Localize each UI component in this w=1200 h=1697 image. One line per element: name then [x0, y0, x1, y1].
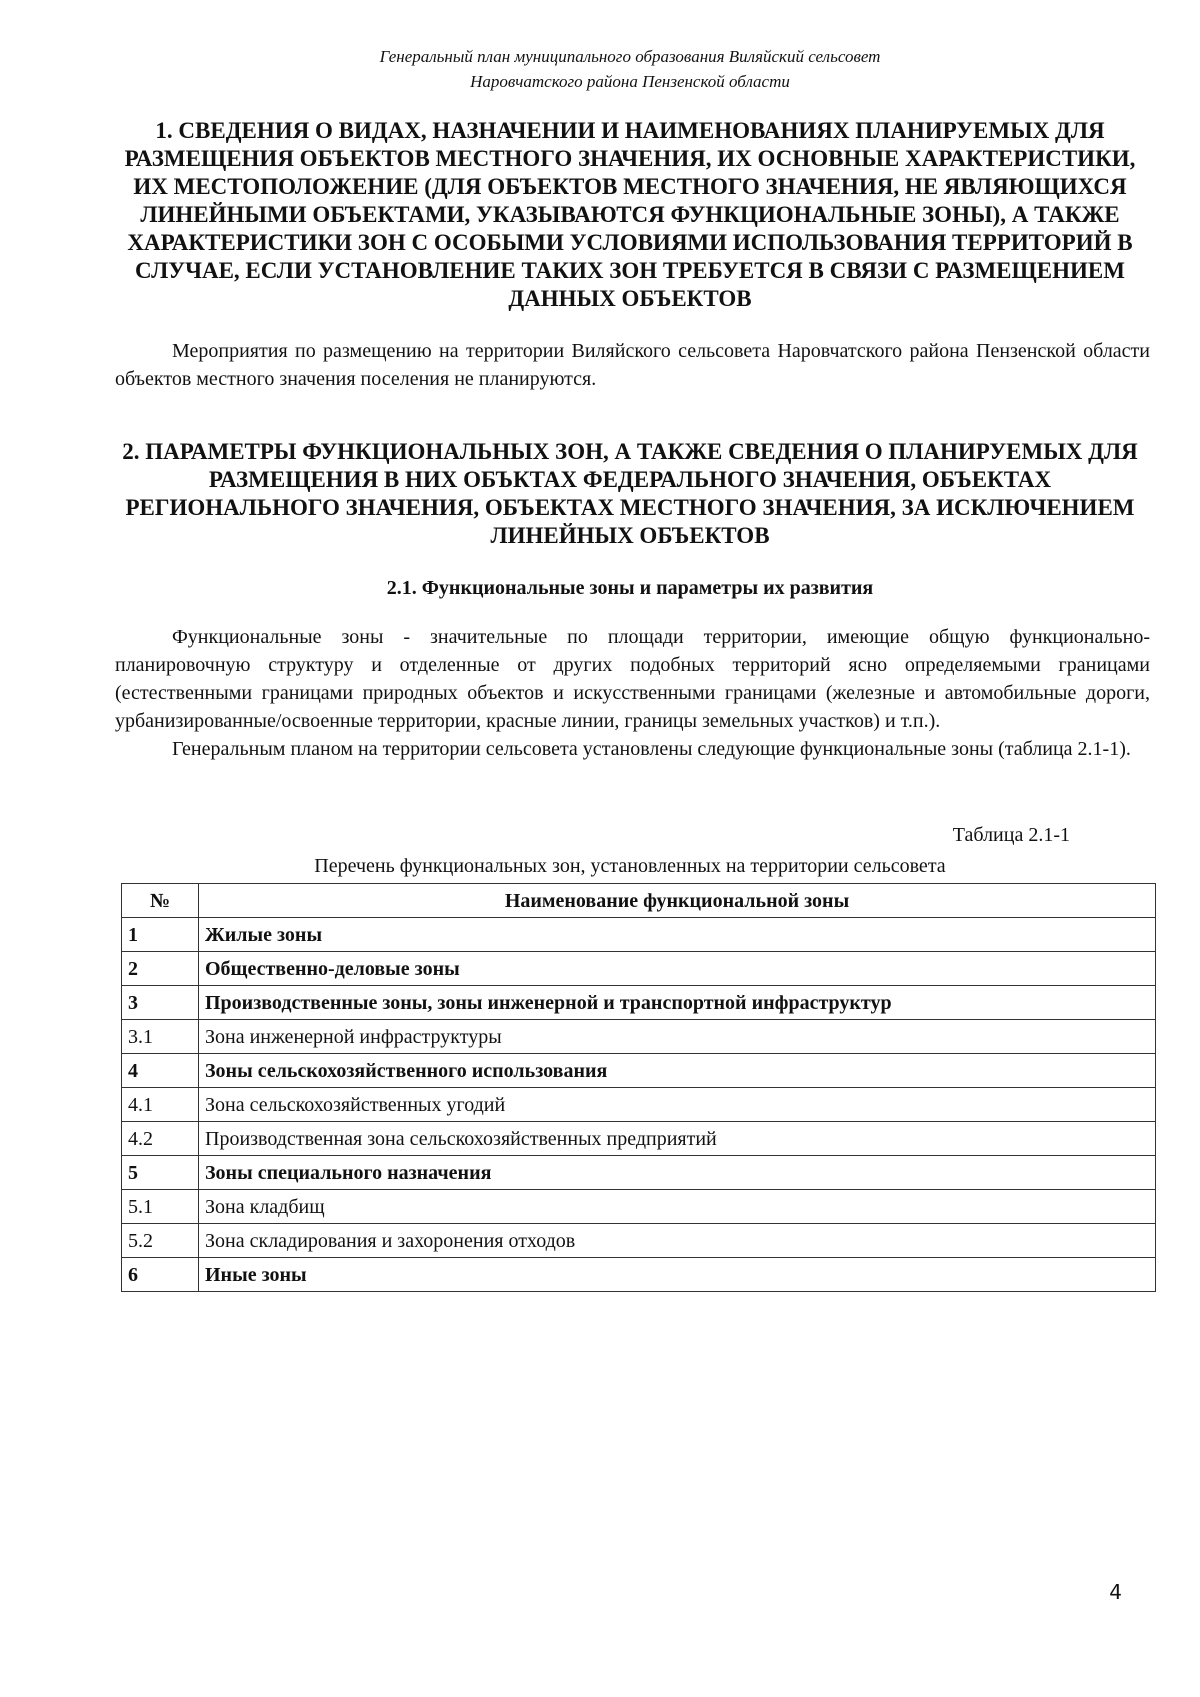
table-row — [122, 1258, 1156, 1292]
zone-name: Жилые зоны — [199, 918, 1156, 952]
zone-name: Производственные зоны, зоны инженерной и транспортной инфраструктур — [199, 986, 1156, 1020]
table-row — [122, 1190, 1156, 1224]
zones-table — [121, 883, 1156, 1292]
zone-number: 5 — [122, 1156, 199, 1190]
table-row — [122, 1020, 1156, 1054]
section1-title: 1. СВЕДЕНИЯ О ВИДАХ, НАЗНАЧЕНИИ И НАИМЕНОВАНИЯХ ПЛАНИРУЕМЫХ ДЛЯ РАЗМЕЩЕНИЯ ОБЪЕКТОВ МЕСТНОГО ЗНАЧЕНИЯ, ИХ ОСНОВНЫЕ ХАРАКТЕРИСТИКИ, ИХ МЕСТОПОЛОЖЕНИЕ (ДЛЯ ОБЪЕКТОВ МЕСТНОГО ЗНАЧЕНИЯ, НЕ ЯВЛЯЮЩИХСЯ ЛИНЕЙНЫМИ ОБЪЕКТАМИ, УКАЗЫВАЮТСЯ ФУНКЦИОНАЛЬНЫЕ ЗОНЫ), А ТАКЖЕ ХАРАКТЕРИСТИКИ ЗОН С ОСОБЫМИ УСЛОВИЯМИ ИСПОЛЬЗОВАНИЯ ТЕРРИТОРИЙ В СЛУЧАЕ, ЕСЛИ УСТАНОВЛЕНИЕ ТАКИХ ЗОН ТРЕБУЕТСЯ В СВЯЗИ С РАЗМЕЩЕНИЕМ ДАННЫХ ОБЪЕКТОВ — [124, 118, 1136, 311]
section2-paragraph2: Генеральным планом на территории сельсовета установлены следующие функциональные зоны (таблица 2.1-1). — [172, 738, 1131, 760]
zone-name: Зона складирования и захоронения отходов — [199, 1224, 1156, 1258]
section1-paragraph: Мероприятия по размещению на территории Виляйского сельсовета Наровчатского района Пензенской области объектов местного значения поселения не планируются. — [115, 340, 1150, 390]
header-num: № — [122, 884, 199, 918]
table-row — [122, 1224, 1156, 1258]
table-row — [122, 1156, 1156, 1190]
zone-number: 3 — [122, 986, 199, 1020]
page-number: 4 — [1109, 1580, 1122, 1604]
section1-body — [115, 337, 1150, 393]
zone-name: Общественно-деловые зоны — [199, 952, 1156, 986]
zone-name: Зона инженерной инфраструктуры — [199, 1020, 1156, 1054]
section2-paragraph1: Функциональные зоны - значительные по площади территории, имеющие общую функционально-планировочную структуру и отделенные от других подобных территорий ясно определяемыми границами (естественными границами природных объектов и искусственными границами (железные и автомобильные дороги, урбанизированные/освоенные территории, красные линии, границы земельных участков) и т.п.). — [115, 626, 1150, 732]
running-header-line1: Генеральный план муниципального образования Виляйский сельсовет — [379, 47, 881, 66]
zone-name: Зоны сельскохозяйственного использования — [199, 1054, 1156, 1088]
table-header-row — [122, 884, 1156, 918]
zone-name: Зона сельскохозяйственных угодий — [199, 1088, 1156, 1122]
table-row — [122, 986, 1156, 1020]
zone-number: 4 — [122, 1054, 199, 1088]
zone-number: 5.1 — [122, 1190, 199, 1224]
table-row — [122, 1088, 1156, 1122]
zone-name: Иные зоны — [199, 1258, 1156, 1292]
zone-number: 6 — [122, 1258, 199, 1292]
zone-name: Производственная зона сельскохозяйственных предприятий — [199, 1122, 1156, 1156]
table-row — [122, 918, 1156, 952]
table-body — [122, 918, 1156, 1292]
table-number: Таблица 2.1-1 — [952, 824, 1070, 846]
table-caption: Перечень функциональных зон, установленных на территории сельсовета — [314, 855, 946, 877]
zone-number: 5.2 — [122, 1224, 199, 1258]
subsection-title: 2.1. Функциональные зоны и параметры их развития — [386, 577, 874, 599]
section2-title: 2. ПАРАМЕТРЫ ФУНКЦИОНАЛЬНЫХ ЗОН, А ТАКЖЕ СВЕДЕНИЯ О ПЛАНИРУЕМЫХ ДЛЯ РАЗМЕЩЕНИЯ В НИХ ОБЪКТАХ ФЕДЕРАЛЬНОГО ЗНАЧЕНИЯ, ОБЪЕКТАХ РЕГИОНАЛЬНОГО ЗНАЧЕНИЯ, ОБЪЕКТАХ МЕСТНОГО ЗНАЧЕНИЯ, ЗА ИСКЛЮЧЕНИЕМ ЛИНЕЙНЫХ ОБЪЕКТОВ — [122, 439, 1138, 548]
header-name: Наименование функциональной зоны — [199, 884, 1156, 918]
running-header — [0, 44, 1200, 94]
zone-number: 4.2 — [122, 1122, 199, 1156]
running-header-line2: Наровчатского района Пензенской области — [470, 72, 790, 91]
table-row — [122, 1122, 1156, 1156]
table-row — [122, 952, 1156, 986]
zone-number: 1 — [122, 918, 199, 952]
zone-number: 4.1 — [122, 1088, 199, 1122]
zone-number: 2 — [122, 952, 199, 986]
zone-number: 3.1 — [122, 1020, 199, 1054]
section2-body — [115, 623, 1150, 763]
zone-name: Зоны специального назначения — [199, 1156, 1156, 1190]
table-row — [122, 1054, 1156, 1088]
zone-name: Зона кладбищ — [199, 1190, 1156, 1224]
